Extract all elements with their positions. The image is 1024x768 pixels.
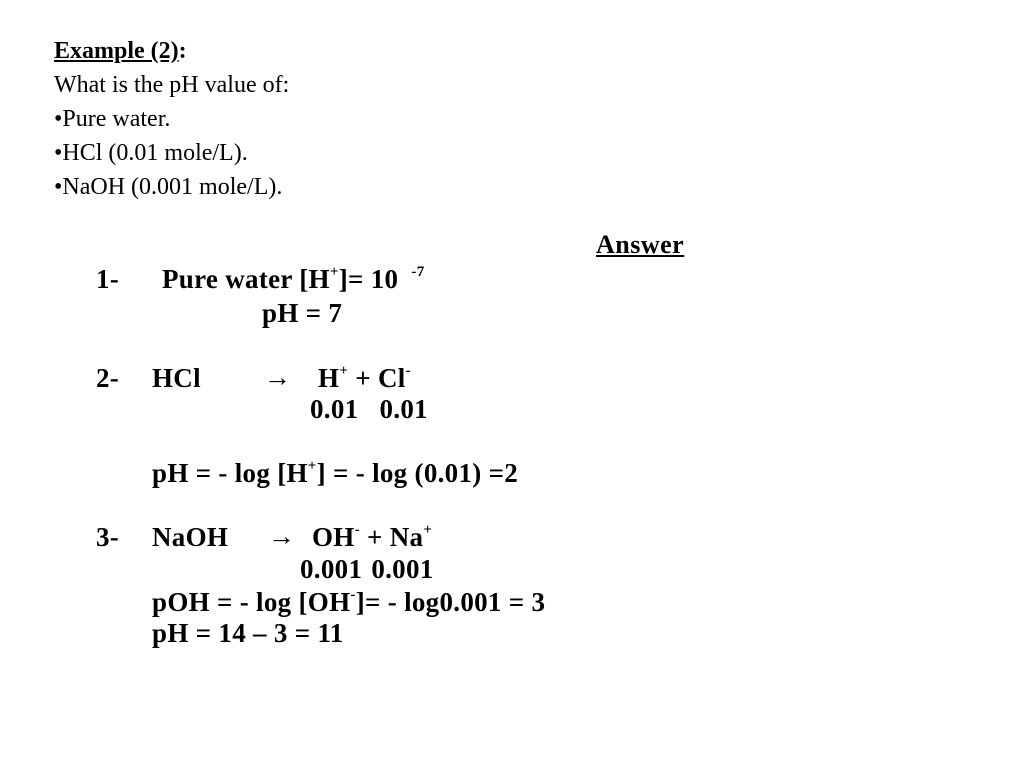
- step2-conc-cl: 0.01: [379, 394, 428, 424]
- step3-poh-part1: pOH = - log [OH: [152, 587, 351, 617]
- step3-arrow: →: [268, 521, 296, 551]
- example-title-colon: :: [178, 38, 187, 64]
- step2-reactant: HCl: [152, 363, 201, 393]
- step3-oh: OH: [312, 522, 355, 552]
- step3-conc-oh: 0.001: [300, 554, 363, 584]
- step1-exponent: -7: [411, 264, 425, 280]
- step3-poh-sup: -: [350, 587, 356, 603]
- question-block: [54, 34, 289, 204]
- step2-arrow: →: [264, 362, 292, 392]
- step2-ph-part2: ] = - log (0.01) =2: [316, 458, 519, 488]
- step2-cl: + Cl: [355, 363, 406, 393]
- step3-conc-na: 0.001: [371, 554, 434, 584]
- step3-na: + Na: [366, 522, 424, 552]
- step3-ph-line: pH = 14 – 3 = 11: [152, 618, 344, 648]
- question-item-pure-water: •Pure water.: [54, 106, 171, 132]
- step3-number: 3-: [96, 522, 120, 552]
- step3-concentrations: [300, 554, 434, 585]
- step2-number: 2-: [96, 363, 120, 393]
- step2-ph-line: [152, 458, 518, 489]
- step2-conc-h: 0.01: [310, 394, 359, 424]
- step2-concentrations: [310, 394, 428, 425]
- example-title: [54, 34, 289, 68]
- step1-text2: ]= 10: [338, 264, 399, 294]
- step2-h-charge: +: [339, 363, 349, 379]
- step2-ph-part1: pH = - log [H: [152, 458, 308, 488]
- step3-poh-part2: ]= - log0.001 = 3: [355, 587, 546, 617]
- question-item-hcl: •HCl (0.01 mole/L).: [54, 140, 248, 166]
- step1-number: 1-: [96, 264, 120, 294]
- step3-products: [312, 522, 432, 553]
- step2-products: [318, 363, 411, 394]
- question-prompt: What is the pH value of:: [54, 72, 290, 98]
- step3-na-charge: +: [423, 522, 433, 538]
- example-title-text: Example (2): [54, 38, 179, 64]
- answer-heading: Answer: [596, 230, 685, 259]
- step1-h-charge: +: [329, 264, 339, 280]
- step3-reactant: NaOH: [152, 522, 229, 552]
- step1-result: pH = 7: [262, 298, 343, 328]
- question-item-naoh: •NaOH (0.001 mole/L).: [54, 174, 283, 200]
- step2-cl-charge: -: [405, 363, 411, 379]
- step2-ph-sup: +: [307, 458, 317, 474]
- step1-equation: [162, 264, 425, 295]
- step2-h: H: [318, 363, 340, 393]
- step3-oh-charge: -: [354, 522, 360, 538]
- step1-text: Pure water [H: [162, 264, 330, 294]
- step3-poh-line: [152, 587, 545, 618]
